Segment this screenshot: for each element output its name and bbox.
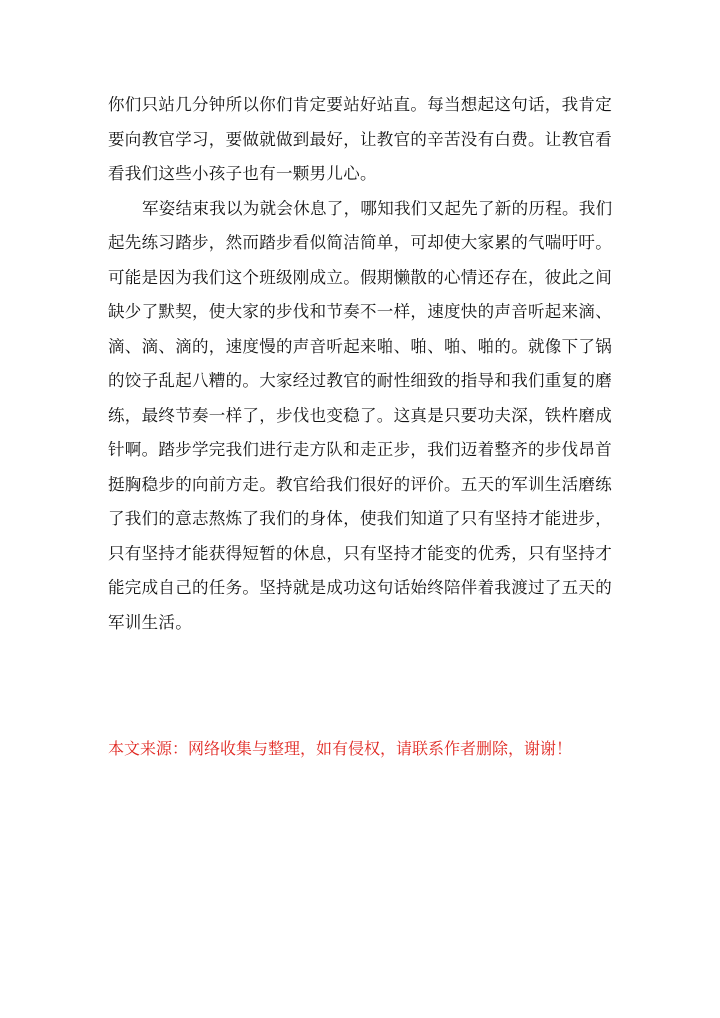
paragraph-line: 军训生活。 <box>108 612 192 632</box>
paragraph-line: 练，最终节奏一样了，步伐也变稳了。这真是只要功夫深，铁杵磨成 <box>108 405 612 425</box>
paragraph-line: 挺胸稳步的向前方走。教官给我们很好的评价。五天的军训生活磨练 <box>108 474 612 494</box>
paragraph-line: 针啊。踏步学完我们进行走方队和走正步，我们迈着整齐的步伐昂首 <box>108 440 612 459</box>
paragraph-line: 只有坚持才能获得短暂的休息，只有坚持才能变的优秀，只有坚持才 <box>108 543 612 563</box>
paragraph-line: 军姿结束我以为就会休息了，哪知我们又起先了新的历程。我们 <box>142 198 612 218</box>
paragraph-line: 能完成自己的任务。坚持就是成功这句话始终陪伴着我渡过了五天的 <box>108 578 612 597</box>
paragraph-line: 了我们的意志熬炼了我们的身体，使我们知道了只有坚持才能进步， <box>108 509 612 528</box>
paragraph-line: 滴、滴、滴的，速度慢的声音听起来啪、啪、啪、啪的。就像下了锅 <box>108 336 612 356</box>
body-text <box>108 88 612 640</box>
paragraph-2 <box>108 192 612 641</box>
paragraph-line: 你们只站几分钟所以你们肯定要站好站直。每当想起这句话，我肯定 <box>108 95 612 114</box>
paragraph-line: 的饺子乱起八糟的。大家经过教官的耐性细致的指导和我们重复的磨 <box>108 371 612 390</box>
paragraph-line: 要向教官学习，要做就做到最好，让教官的辛苦没有白费。让教官看 <box>108 129 612 149</box>
paragraph-line: 看我们这些小孩子也有一颗男儿心。 <box>108 164 377 183</box>
paragraph-1 <box>108 88 612 192</box>
paragraph-line: 起先练习踏步，然而踏步看似简洁简单，可却使大家累的气喘吁吁。 <box>108 233 612 252</box>
paragraph-line: 可能是因为我们这个班级刚成立。假期懒散的心情还存在，彼此之间 <box>108 267 612 287</box>
paragraph-line: 缺少了默契，使大家的步伐和节奏不一样，速度快的声音听起来滴、 <box>108 302 612 321</box>
source-disclaimer: 本文来源：网络收集与整理，如有侵权，请联系作者删除，谢谢！ <box>108 739 573 758</box>
